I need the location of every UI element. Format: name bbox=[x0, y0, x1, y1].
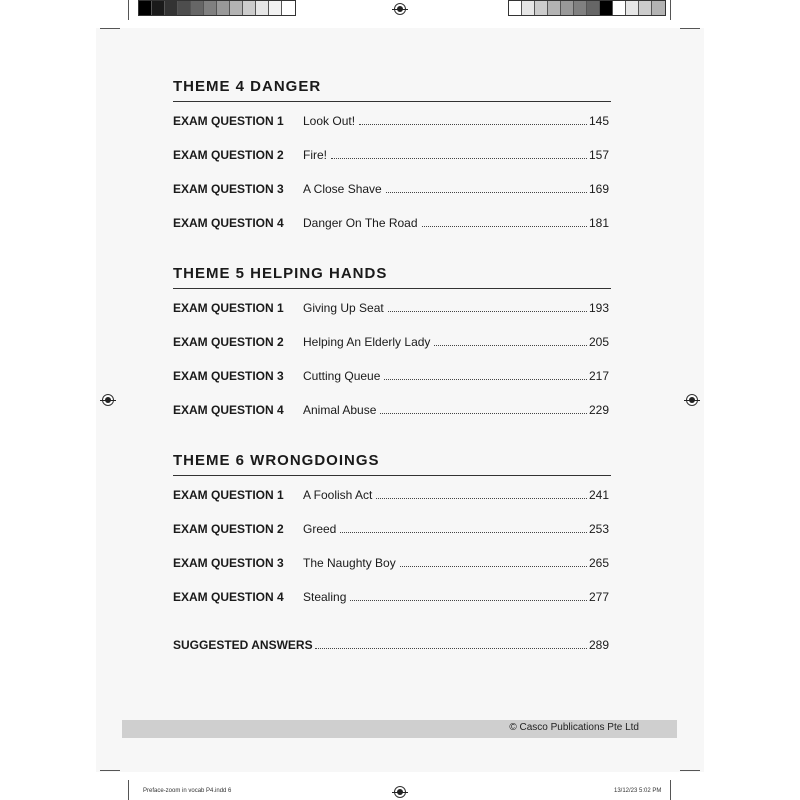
dot-leader bbox=[400, 566, 587, 567]
color-swatch bbox=[217, 1, 230, 15]
entry-title: Danger On The Road bbox=[303, 216, 418, 230]
color-swatch bbox=[561, 1, 574, 15]
entry-title: A Close Shave bbox=[303, 182, 382, 196]
color-swatch bbox=[626, 1, 639, 15]
page-number: 169 bbox=[588, 182, 609, 196]
page-number: 253 bbox=[588, 522, 609, 536]
crop-mark bbox=[670, 0, 671, 20]
page-number: 241 bbox=[588, 488, 609, 502]
dot-leader bbox=[386, 192, 587, 193]
color-swatch bbox=[509, 1, 522, 15]
suggested-answers-label: SUGGESTED ANSWERS bbox=[173, 638, 313, 652]
exam-question-label: EXAM QUESTION 3 bbox=[173, 182, 284, 196]
toc-entry[interactable] bbox=[173, 522, 609, 538]
color-swatch bbox=[165, 1, 178, 15]
page-number: 145 bbox=[588, 114, 609, 128]
registration-mark-left bbox=[102, 394, 114, 406]
theme-heading: THEME 5 HELPING HANDS bbox=[173, 265, 611, 289]
entry-title: Stealing bbox=[303, 590, 347, 604]
page-number: 289 bbox=[588, 638, 609, 652]
slug-date: 13/12/23 5:02 PM bbox=[614, 788, 662, 794]
color-swatch bbox=[282, 1, 295, 15]
crop-mark bbox=[100, 28, 120, 29]
entry-title: Look Out! bbox=[303, 114, 356, 128]
exam-question-label: EXAM QUESTION 4 bbox=[173, 590, 284, 604]
exam-question-label: EXAM QUESTION 1 bbox=[173, 301, 284, 315]
page-number: 193 bbox=[588, 301, 609, 315]
color-swatch bbox=[600, 1, 613, 15]
crop-mark bbox=[128, 0, 129, 20]
registration-mark-right bbox=[686, 394, 698, 406]
entry-title: Helping An Elderly Lady bbox=[303, 335, 431, 349]
toc-entry[interactable] bbox=[173, 335, 609, 351]
dot-leader bbox=[388, 311, 587, 312]
page-number: 181 bbox=[588, 216, 609, 230]
color-bar-right bbox=[508, 0, 666, 16]
color-swatch bbox=[191, 1, 204, 15]
color-swatch bbox=[587, 1, 600, 15]
color-swatch bbox=[652, 1, 665, 15]
toc-entry[interactable] bbox=[173, 403, 609, 419]
crop-mark bbox=[670, 780, 671, 800]
entry-title: Fire! bbox=[303, 148, 327, 162]
exam-question-label: EXAM QUESTION 4 bbox=[173, 216, 284, 230]
dot-leader bbox=[434, 345, 587, 346]
exam-question-label: EXAM QUESTION 3 bbox=[173, 556, 284, 570]
exam-question-label: EXAM QUESTION 1 bbox=[173, 488, 284, 502]
entry-title: Greed bbox=[303, 522, 337, 536]
toc-entry[interactable] bbox=[173, 488, 609, 504]
toc-entry[interactable] bbox=[173, 114, 609, 130]
theme-heading: THEME 4 DANGER bbox=[173, 78, 611, 102]
color-swatch bbox=[139, 1, 152, 15]
color-swatch bbox=[548, 1, 561, 15]
crop-mark bbox=[680, 770, 700, 771]
copyright-text: © Casco Publications Pte Ltd bbox=[509, 722, 639, 733]
entry-title: The Naughty Boy bbox=[303, 556, 396, 570]
crop-mark bbox=[100, 770, 120, 771]
crop-mark bbox=[680, 28, 700, 29]
dot-leader bbox=[350, 600, 587, 601]
color-swatch bbox=[535, 1, 548, 15]
entry-title: A Foolish Act bbox=[303, 488, 373, 502]
entry-title: Giving Up Seat bbox=[303, 301, 384, 315]
crop-mark bbox=[128, 780, 129, 800]
exam-question-label: EXAM QUESTION 2 bbox=[173, 148, 284, 162]
color-swatch bbox=[230, 1, 243, 15]
page-number: 229 bbox=[588, 403, 609, 417]
dot-leader bbox=[315, 648, 587, 649]
color-swatch bbox=[639, 1, 652, 15]
dot-leader bbox=[331, 158, 587, 159]
suggested-answers-entry[interactable] bbox=[173, 638, 609, 654]
color-swatch bbox=[243, 1, 256, 15]
color-swatch bbox=[574, 1, 587, 15]
color-swatch bbox=[613, 1, 626, 15]
toc-entry[interactable] bbox=[173, 301, 609, 317]
dot-leader bbox=[384, 379, 587, 380]
page-number: 205 bbox=[588, 335, 609, 349]
exam-question-label: EXAM QUESTION 2 bbox=[173, 335, 284, 349]
toc-entry[interactable] bbox=[173, 216, 609, 232]
color-swatch bbox=[256, 1, 269, 15]
footer-bar bbox=[122, 720, 677, 738]
toc-entry[interactable] bbox=[173, 148, 609, 164]
toc-entry[interactable] bbox=[173, 556, 609, 572]
color-swatch bbox=[522, 1, 535, 15]
color-swatch bbox=[269, 1, 282, 15]
color-bar-left bbox=[138, 0, 296, 16]
dot-leader bbox=[422, 226, 587, 227]
page-number: 265 bbox=[588, 556, 609, 570]
exam-question-label: EXAM QUESTION 4 bbox=[173, 403, 284, 417]
registration-mark-top bbox=[394, 3, 406, 15]
entry-title: Animal Abuse bbox=[303, 403, 377, 417]
registration-mark-bottom bbox=[394, 786, 406, 798]
dot-leader bbox=[380, 413, 587, 414]
slug-filename: Preface-zoom in vocab P4.indd 6 bbox=[143, 788, 232, 794]
color-swatch bbox=[152, 1, 165, 15]
toc-entry[interactable] bbox=[173, 590, 609, 606]
exam-question-label: EXAM QUESTION 2 bbox=[173, 522, 284, 536]
color-swatch bbox=[178, 1, 191, 15]
entry-title: Cutting Queue bbox=[303, 369, 381, 383]
theme-heading: THEME 6 WRONGDOINGS bbox=[173, 452, 611, 476]
exam-question-label: EXAM QUESTION 1 bbox=[173, 114, 284, 128]
color-swatch bbox=[204, 1, 217, 15]
dot-leader bbox=[340, 532, 587, 533]
page-sheet bbox=[96, 28, 704, 772]
exam-question-label: EXAM QUESTION 3 bbox=[173, 369, 284, 383]
page-number: 277 bbox=[588, 590, 609, 604]
dot-leader bbox=[359, 124, 587, 125]
page-number: 217 bbox=[588, 369, 609, 383]
dot-leader bbox=[376, 498, 587, 499]
toc-entry[interactable] bbox=[173, 369, 609, 385]
toc-entry[interactable] bbox=[173, 182, 609, 198]
page-number: 157 bbox=[588, 148, 609, 162]
